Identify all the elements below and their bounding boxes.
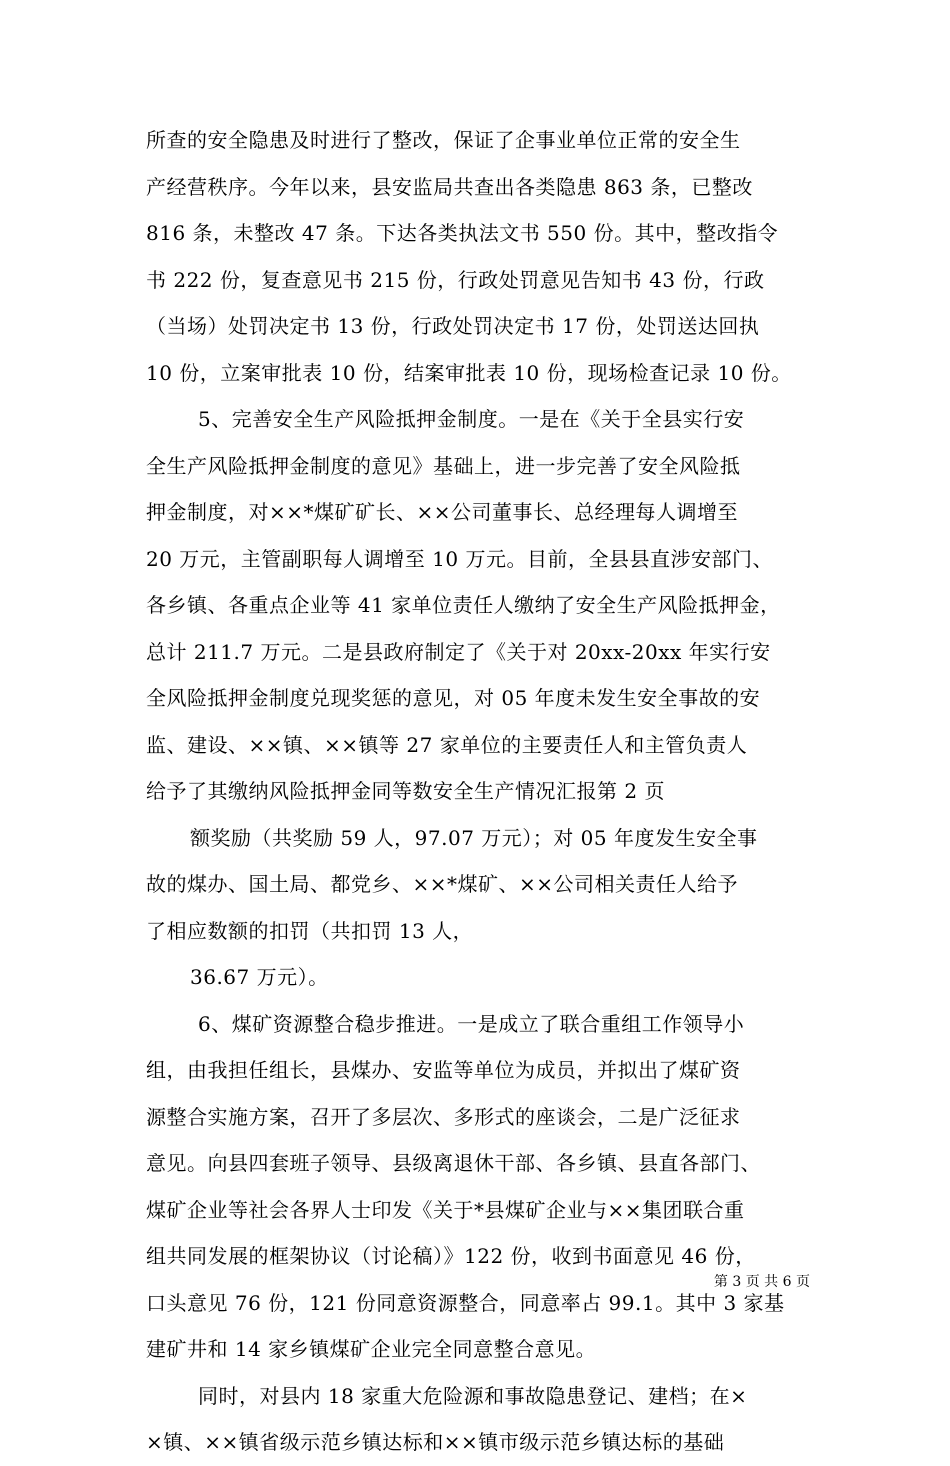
text-line: 20 万元，主管副职每人调增至 10 万元。目前，全县县直涉安部门、	[146, 546, 773, 571]
text-line: 给予了其缴纳风险抵押金同等数安全生产情况汇报第 2 页	[146, 779, 665, 803]
paragraph-start-line: 6、煤矿资源整合稳步推进。一是成立了联合重组工作领导小	[198, 1011, 745, 1036]
paragraph-start-line: 额奖励（共奖励 59 人，97.07 万元）；对 05 年度发生安全事	[190, 825, 758, 850]
text-line: 10 份，立案审批表 10 份，结案审批表 10 份，现场检查记录 10 份。	[146, 360, 792, 385]
text-line: 组，由我担任组长，县煤办、安监等单位为成员，并拟出了煤矿资	[146, 1058, 741, 1082]
text-line: 押金制度，对××*煤矿矿长、××公司董事长、总经理每人调增至	[146, 500, 739, 524]
text-line: 全风险抵押金制度兑现奖惩的意见，对 05 年度未发生安全事故的安	[146, 686, 761, 710]
text-line: 煤矿企业等社会各界人士印发《关于*县煤矿企业与××集团联合重	[146, 1197, 745, 1222]
text-line: （当场）处罚决定书 13 份，行政处罚决定书 17 份，处罚送达回执	[146, 314, 760, 338]
text-line: 口头意见 76 份，121 份同意资源整合，同意率占 99.1。其中 3 家基	[146, 1290, 785, 1315]
text-line: 所查的安全隐患及时进行了整改，保证了企事业单位正常的安全生	[146, 128, 741, 152]
text-line: ×镇、××镇省级示范乡镇达标和××镇市级示范乡镇达标的基础	[146, 1430, 725, 1454]
text-line: 总计 211.7 万元。二是县政府制定了《关于对 20xx-20xx 年实行安	[146, 639, 771, 664]
text-line: 源整合实施方案，召开了多层次、多形式的座谈会，二是广泛征求	[146, 1104, 741, 1129]
text-line: 故的煤办、国土局、都党乡、××*煤矿、××公司相关责任人给予	[146, 872, 739, 896]
text-line: 全生产风险抵押金制度的意见》基础上，进一步完善了安全风险抵	[146, 453, 741, 478]
text-line: 意见。向县四套班子领导、县级离退休干部、各乡镇、县直各部门、	[146, 1151, 761, 1175]
page-number-footer: 第 3 页 共 6 页	[713, 1274, 810, 1290]
text-line: 各乡镇、各重点企业等 41 家单位责任人缴纳了安全生产风险抵押金，	[146, 593, 781, 617]
text-line: 监、建设、××镇、××镇等 27 家单位的主要责任人和主管负责人	[146, 732, 748, 757]
paragraph-start-line: 36.67 万元）。	[190, 965, 329, 989]
text-line: 816 条，未整改 47 条。下达各类执法文书 550 份。其中，整改指令	[146, 221, 779, 245]
text-line: 产经营秩序。今年以来，县安监局共查出各类隐患 863 条，已整改	[146, 174, 753, 199]
text-line: 建矿井和 14 家乡镇煤矿企业完全同意整合意见。	[146, 1337, 597, 1361]
paragraph-start-line: 同时，对县内 18 家重大危险源和事故隐患登记、建档；在×	[198, 1383, 748, 1408]
paragraph-start-line: 5、完善安全生产风险抵押金制度。一是在《关于全县实行安	[198, 407, 745, 431]
body-text	[146, 117, 811, 1466]
text-line: 了相应数额的扣罚（共扣罚 13 人，	[146, 918, 474, 943]
text-line: 书 222 份，复查意见书 215 份，行政处罚意见告知书 43 份，行政	[146, 267, 765, 292]
text-line: 组共同发展的框架协议（讨论稿）》122 份，收到书面意见 46 份，	[146, 1244, 756, 1268]
